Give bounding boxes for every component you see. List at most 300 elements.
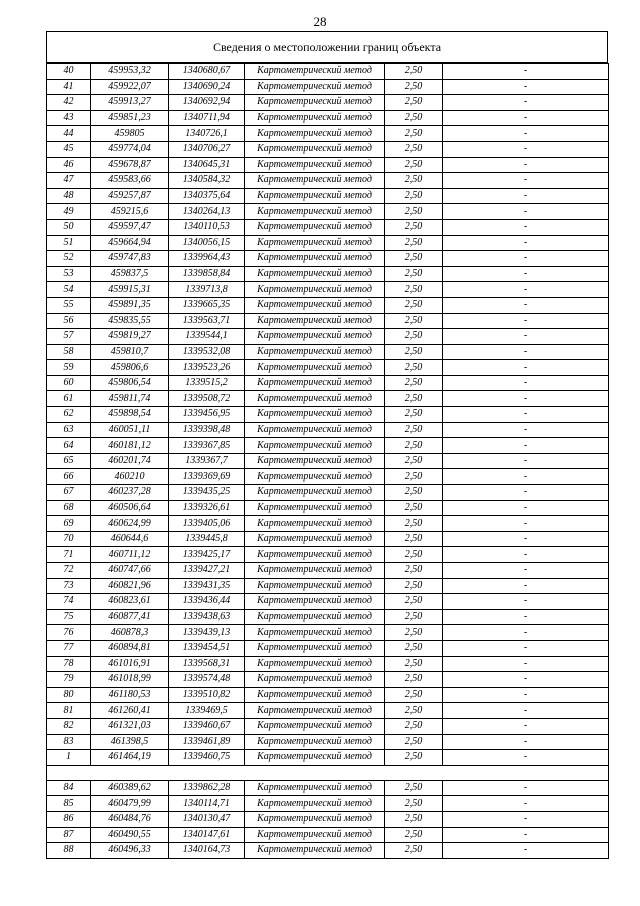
cell-coord-x: 460644,6	[91, 531, 169, 547]
cell-coord-y: 1340264,13	[169, 204, 245, 220]
cell-accuracy: 2,50	[385, 204, 443, 220]
cell-coord-x: 459835,55	[91, 313, 169, 329]
cell-point-number: 44	[47, 126, 91, 142]
cell-description: -	[443, 188, 609, 204]
cell-method: Картометрический метод	[245, 157, 385, 173]
cell-accuracy: 2,50	[385, 563, 443, 579]
cell-coord-y: 1340706,27	[169, 141, 245, 157]
cell-description: -	[443, 594, 609, 610]
cell-description: -	[443, 625, 609, 641]
cell-coord-y: 1339964,43	[169, 251, 245, 267]
cell-description: -	[443, 796, 609, 812]
cell-accuracy: 2,50	[385, 141, 443, 157]
cell-coord-x: 460490,55	[91, 827, 169, 843]
cell-coord-y: 1339367,85	[169, 438, 245, 454]
cell-coord-x: 460237,28	[91, 485, 169, 501]
cell-accuracy: 2,50	[385, 266, 443, 282]
cell-description: -	[443, 64, 609, 80]
cell-accuracy: 2,50	[385, 811, 443, 827]
table-row	[47, 485, 609, 501]
cell-coord-y: 1339858,84	[169, 266, 245, 282]
cell-accuracy: 2,50	[385, 313, 443, 329]
cell-method: Картометрический метод	[245, 188, 385, 204]
table-row	[47, 500, 609, 516]
cell-description: -	[443, 266, 609, 282]
cell-accuracy: 2,50	[385, 344, 443, 360]
cell-coord-x: 459583,66	[91, 173, 169, 189]
cell-coord-y: 1339436,44	[169, 594, 245, 610]
cell-description: -	[443, 282, 609, 298]
cell-point-number: 73	[47, 578, 91, 594]
cell-description: -	[443, 547, 609, 563]
cell-point-number: 61	[47, 391, 91, 407]
cell-accuracy: 2,50	[385, 656, 443, 672]
cell-accuracy: 2,50	[385, 703, 443, 719]
cell-point-number: 54	[47, 282, 91, 298]
cell-coord-y: 1340147,61	[169, 827, 245, 843]
cell-accuracy: 2,50	[385, 422, 443, 438]
cell-accuracy: 2,50	[385, 297, 443, 313]
cell-description: -	[443, 329, 609, 345]
cell-method: Картометрический метод	[245, 204, 385, 220]
cell-accuracy: 2,50	[385, 578, 443, 594]
cell-point-number: 59	[47, 360, 91, 376]
cell-description: -	[443, 516, 609, 532]
cell-description: -	[443, 95, 609, 111]
cell-point-number: 70	[47, 531, 91, 547]
cell-accuracy: 2,50	[385, 547, 443, 563]
cell-point-number: 80	[47, 687, 91, 703]
table-row	[47, 329, 609, 345]
cell-coord-x: 459806,6	[91, 360, 169, 376]
cell-method: Картометрический метод	[245, 375, 385, 391]
table-row	[47, 95, 609, 111]
cell-accuracy: 2,50	[385, 329, 443, 345]
cell-coord-y: 1339425,17	[169, 547, 245, 563]
cell-description: -	[443, 391, 609, 407]
cell-accuracy: 2,50	[385, 843, 443, 859]
cell-method: Картометрический метод	[245, 79, 385, 95]
cell-coord-y: 1339461,89	[169, 734, 245, 750]
cell-coord-x: 460484,76	[91, 811, 169, 827]
cell-accuracy: 2,50	[385, 126, 443, 142]
cell-point-number: 65	[47, 453, 91, 469]
cell-point-number: 72	[47, 563, 91, 579]
cell-coord-x: 460496,33	[91, 843, 169, 859]
cell-coord-x: 459664,94	[91, 235, 169, 251]
cell-coord-x: 461180,53	[91, 687, 169, 703]
cell-point-number: 71	[47, 547, 91, 563]
cell-method: Картометрический метод	[245, 438, 385, 454]
table-row	[47, 594, 609, 610]
cell-method: Картометрический метод	[245, 235, 385, 251]
cell-method: Картометрический метод	[245, 796, 385, 812]
cell-method: Картометрический метод	[245, 422, 385, 438]
table-row	[47, 656, 609, 672]
cell-coord-x: 461016,91	[91, 656, 169, 672]
cell-method: Картометрический метод	[245, 531, 385, 547]
cell-accuracy: 2,50	[385, 734, 443, 750]
cell-method: Картометрический метод	[245, 500, 385, 516]
table-row	[47, 141, 609, 157]
table-row	[47, 251, 609, 267]
cell-coord-x: 459837,5	[91, 266, 169, 282]
coordinates-table	[46, 63, 609, 859]
cell-coord-y: 1339405,06	[169, 516, 245, 532]
table-row	[47, 375, 609, 391]
cell-method: Картометрический метод	[245, 734, 385, 750]
cell-point-number: 82	[47, 718, 91, 734]
cell-accuracy: 2,50	[385, 235, 443, 251]
table-row	[47, 843, 609, 859]
cell-method: Картометрический метод	[245, 718, 385, 734]
cell-point-number: 55	[47, 297, 91, 313]
cell-method: Картометрический метод	[245, 827, 385, 843]
cell-coord-y: 1339515,2	[169, 375, 245, 391]
table-row	[47, 672, 609, 688]
cell-method: Картометрический метод	[245, 563, 385, 579]
table-row	[47, 188, 609, 204]
cell-point-number: 88	[47, 843, 91, 859]
cell-accuracy: 2,50	[385, 531, 443, 547]
cell-point-number: 63	[47, 422, 91, 438]
cell-description: -	[443, 718, 609, 734]
cell-method: Картометрический метод	[245, 219, 385, 235]
cell-description: -	[443, 79, 609, 95]
cell-point-number: 74	[47, 594, 91, 610]
cell-description: -	[443, 251, 609, 267]
cell-description: -	[443, 609, 609, 625]
cell-method: Картометрический метод	[245, 625, 385, 641]
cell-accuracy: 2,50	[385, 594, 443, 610]
table-row	[47, 531, 609, 547]
cell-description: -	[443, 734, 609, 750]
cell-accuracy: 2,50	[385, 157, 443, 173]
cell-method: Картометрический метод	[245, 594, 385, 610]
cell-point-number: 69	[47, 516, 91, 532]
cell-description: -	[443, 141, 609, 157]
cell-coord-y: 1339435,25	[169, 485, 245, 501]
table-row	[47, 360, 609, 376]
cell-accuracy: 2,50	[385, 780, 443, 796]
cell-method: Картометрический метод	[245, 266, 385, 282]
cell-description: -	[443, 219, 609, 235]
cell-coord-y: 1339713,8	[169, 282, 245, 298]
cell-description: -	[443, 173, 609, 189]
cell-method: Картометрический метод	[245, 516, 385, 532]
cell-coord-x: 460823,61	[91, 594, 169, 610]
cell-point-number: 49	[47, 204, 91, 220]
cell-coord-y: 1339369,69	[169, 469, 245, 485]
cell-coord-y: 1339460,75	[169, 750, 245, 766]
cell-point-number: 46	[47, 157, 91, 173]
cell-coord-x: 460877,41	[91, 609, 169, 625]
cell-description: -	[443, 422, 609, 438]
table-row	[47, 516, 609, 532]
cell-accuracy: 2,50	[385, 251, 443, 267]
cell-method: Картометрический метод	[245, 360, 385, 376]
cell-description: -	[443, 235, 609, 251]
cell-coord-x: 460506,64	[91, 500, 169, 516]
cell-description: -	[443, 110, 609, 126]
cell-accuracy: 2,50	[385, 110, 443, 126]
cell-point-number: 87	[47, 827, 91, 843]
cell-description: -	[443, 297, 609, 313]
cell-coord-y: 1340375,64	[169, 188, 245, 204]
cell-description: -	[443, 703, 609, 719]
cell-accuracy: 2,50	[385, 391, 443, 407]
cell-point-number: 67	[47, 485, 91, 501]
cell-accuracy: 2,50	[385, 827, 443, 843]
coordinates-group-a	[47, 64, 609, 766]
cell-coord-x: 459891,35	[91, 297, 169, 313]
cell-method: Картометрический метод	[245, 656, 385, 672]
cell-coord-y: 1339510,82	[169, 687, 245, 703]
cell-method: Картометрический метод	[245, 485, 385, 501]
cell-point-number: 58	[47, 344, 91, 360]
table-row	[47, 282, 609, 298]
cell-point-number: 45	[47, 141, 91, 157]
cell-description: -	[443, 126, 609, 142]
table-row	[47, 391, 609, 407]
cell-point-number: 1	[47, 750, 91, 766]
cell-point-number: 68	[47, 500, 91, 516]
cell-accuracy: 2,50	[385, 750, 443, 766]
table-row	[47, 563, 609, 579]
cell-accuracy: 2,50	[385, 500, 443, 516]
cell-method: Картометрический метод	[245, 703, 385, 719]
cell-accuracy: 2,50	[385, 718, 443, 734]
cell-coord-y: 1339460,67	[169, 718, 245, 734]
cell-method: Картометрический метод	[245, 173, 385, 189]
cell-coord-y: 1339438,63	[169, 609, 245, 625]
cell-accuracy: 2,50	[385, 796, 443, 812]
table-row	[47, 110, 609, 126]
cell-coord-y: 1339523,26	[169, 360, 245, 376]
cell-coord-x: 459810,7	[91, 344, 169, 360]
cell-coord-x: 460878,3	[91, 625, 169, 641]
table-row	[47, 235, 609, 251]
cell-coord-x: 461018,99	[91, 672, 169, 688]
cell-method: Картометрический метод	[245, 126, 385, 142]
cell-coord-y: 1339469,5	[169, 703, 245, 719]
table-row	[47, 609, 609, 625]
cell-method: Картометрический метод	[245, 687, 385, 703]
cell-coord-x: 459913,27	[91, 95, 169, 111]
cell-coord-x: 459811,74	[91, 391, 169, 407]
cell-method: Картометрический метод	[245, 843, 385, 859]
cell-description: -	[443, 531, 609, 547]
cell-accuracy: 2,50	[385, 672, 443, 688]
table-row	[47, 313, 609, 329]
table-row	[47, 297, 609, 313]
cell-description: -	[443, 827, 609, 843]
boundary-table	[46, 31, 608, 859]
cell-accuracy: 2,50	[385, 64, 443, 80]
cell-coord-x: 460181,12	[91, 438, 169, 454]
cell-coord-y: 1340711,94	[169, 110, 245, 126]
group-separator	[47, 765, 609, 780]
cell-coord-y: 1340164,73	[169, 843, 245, 859]
cell-coord-x: 459774,04	[91, 141, 169, 157]
cell-coord-y: 1339326,61	[169, 500, 245, 516]
cell-description: -	[443, 453, 609, 469]
cell-method: Картометрический метод	[245, 313, 385, 329]
cell-method: Картометрический метод	[245, 780, 385, 796]
cell-method: Картометрический метод	[245, 609, 385, 625]
cell-description: -	[443, 843, 609, 859]
cell-coord-y: 1339427,21	[169, 563, 245, 579]
cell-point-number: 51	[47, 235, 91, 251]
cell-description: -	[443, 360, 609, 376]
cell-coord-x: 459898,54	[91, 407, 169, 423]
cell-coord-y: 1340645,31	[169, 157, 245, 173]
table-row	[47, 157, 609, 173]
cell-accuracy: 2,50	[385, 453, 443, 469]
cell-coord-y: 1339439,13	[169, 625, 245, 641]
cell-point-number: 52	[47, 251, 91, 267]
cell-method: Картометрический метод	[245, 453, 385, 469]
cell-coord-x: 459215,6	[91, 204, 169, 220]
cell-coord-y: 1339398,48	[169, 422, 245, 438]
cell-method: Картометрический метод	[245, 141, 385, 157]
cell-point-number: 56	[47, 313, 91, 329]
cell-method: Картометрический метод	[245, 391, 385, 407]
cell-point-number: 66	[47, 469, 91, 485]
cell-description: -	[443, 375, 609, 391]
cell-coord-x: 460479,99	[91, 796, 169, 812]
cell-coord-x: 460747,66	[91, 563, 169, 579]
cell-coord-x: 460894,81	[91, 640, 169, 656]
cell-coord-y: 1339431,35	[169, 578, 245, 594]
cell-accuracy: 2,50	[385, 438, 443, 454]
cell-accuracy: 2,50	[385, 687, 443, 703]
cell-accuracy: 2,50	[385, 282, 443, 298]
cell-point-number: 85	[47, 796, 91, 812]
cell-coord-y: 1340584,32	[169, 173, 245, 189]
cell-point-number: 43	[47, 110, 91, 126]
cell-method: Картометрический метод	[245, 329, 385, 345]
cell-method: Картометрический метод	[245, 251, 385, 267]
cell-method: Картометрический метод	[245, 672, 385, 688]
cell-point-number: 81	[47, 703, 91, 719]
cell-coord-y: 1340692,94	[169, 95, 245, 111]
cell-method: Картометрический метод	[245, 578, 385, 594]
cell-accuracy: 2,50	[385, 516, 443, 532]
cell-method: Картометрический метод	[245, 95, 385, 111]
cell-point-number: 40	[47, 64, 91, 80]
cell-method: Картометрический метод	[245, 750, 385, 766]
table-row	[47, 827, 609, 843]
cell-point-number: 84	[47, 780, 91, 796]
cell-method: Картометрический метод	[245, 547, 385, 563]
table-row	[47, 64, 609, 80]
cell-coord-y: 1340690,24	[169, 79, 245, 95]
cell-coord-x: 460711,12	[91, 547, 169, 563]
cell-point-number: 42	[47, 95, 91, 111]
cell-point-number: 83	[47, 734, 91, 750]
cell-point-number: 62	[47, 407, 91, 423]
table-row	[47, 640, 609, 656]
cell-accuracy: 2,50	[385, 79, 443, 95]
cell-coord-y: 1340726,1	[169, 126, 245, 142]
cell-accuracy: 2,50	[385, 469, 443, 485]
cell-point-number: 47	[47, 173, 91, 189]
cell-coord-x: 459922,07	[91, 79, 169, 95]
cell-accuracy: 2,50	[385, 95, 443, 111]
cell-coord-y: 1340056,15	[169, 235, 245, 251]
cell-coord-x: 459819,27	[91, 329, 169, 345]
table-row	[47, 811, 609, 827]
cell-method: Картометрический метод	[245, 469, 385, 485]
coordinates-group-b	[47, 780, 609, 858]
cell-coord-x: 459806,54	[91, 375, 169, 391]
table-row	[47, 126, 609, 142]
cell-description: -	[443, 780, 609, 796]
cell-point-number: 57	[47, 329, 91, 345]
cell-description: -	[443, 687, 609, 703]
cell-coord-x: 459915,31	[91, 282, 169, 298]
cell-point-number: 48	[47, 188, 91, 204]
cell-coord-y: 1339445,8	[169, 531, 245, 547]
cell-accuracy: 2,50	[385, 625, 443, 641]
cell-coord-y: 1339456,95	[169, 407, 245, 423]
cell-method: Картометрический метод	[245, 297, 385, 313]
cell-coord-y: 1339568,31	[169, 656, 245, 672]
table-row	[47, 780, 609, 796]
cell-description: -	[443, 407, 609, 423]
table-row	[47, 469, 609, 485]
cell-method: Картометрический метод	[245, 811, 385, 827]
table-row	[47, 219, 609, 235]
cell-coord-x: 460821,96	[91, 578, 169, 594]
cell-coord-x: 459257,87	[91, 188, 169, 204]
cell-description: -	[443, 656, 609, 672]
cell-accuracy: 2,50	[385, 640, 443, 656]
cell-coord-y: 1340680,67	[169, 64, 245, 80]
cell-coord-x: 461260,41	[91, 703, 169, 719]
cell-coord-y: 1339665,35	[169, 297, 245, 313]
table-row	[47, 703, 609, 719]
cell-accuracy: 2,50	[385, 188, 443, 204]
cell-method: Картометрический метод	[245, 640, 385, 656]
cell-method: Картометрический метод	[245, 344, 385, 360]
cell-coord-x: 461398,5	[91, 734, 169, 750]
cell-accuracy: 2,50	[385, 407, 443, 423]
cell-coord-x: 459597,47	[91, 219, 169, 235]
cell-description: -	[443, 485, 609, 501]
page-number: 28	[313, 14, 327, 29]
cell-coord-y: 1339508,72	[169, 391, 245, 407]
cell-description: -	[443, 344, 609, 360]
table-row	[47, 750, 609, 766]
cell-coord-y: 1339544,1	[169, 329, 245, 345]
cell-point-number: 77	[47, 640, 91, 656]
cell-coord-y: 1339574,48	[169, 672, 245, 688]
cell-coord-y: 1339454,51	[169, 640, 245, 656]
cell-description: -	[443, 157, 609, 173]
table-row	[47, 79, 609, 95]
table-row	[47, 453, 609, 469]
cell-method: Картометрический метод	[245, 407, 385, 423]
cell-coord-y: 1339563,71	[169, 313, 245, 329]
cell-description: -	[443, 811, 609, 827]
table-row	[47, 407, 609, 423]
table-row	[47, 578, 609, 594]
cell-accuracy: 2,50	[385, 485, 443, 501]
cell-point-number: 50	[47, 219, 91, 235]
cell-point-number: 60	[47, 375, 91, 391]
